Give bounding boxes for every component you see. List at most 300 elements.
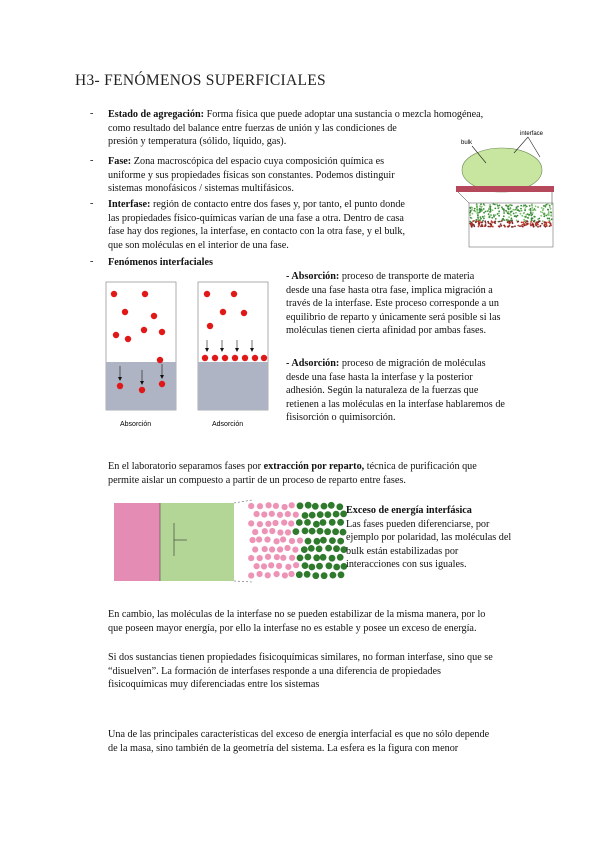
micro-particle: [469, 223, 471, 225]
micro-particle: [490, 206, 492, 208]
pink-molecule: [252, 546, 259, 553]
micro-particle: [469, 214, 471, 216]
micro-particle: [525, 214, 527, 216]
micro-particle: [547, 218, 549, 220]
pink-molecule: [261, 511, 268, 518]
micro-particle: [476, 207, 478, 209]
absorcion-text: [286, 270, 546, 338]
green-molecule: [337, 519, 344, 526]
micro-particle: [473, 225, 475, 227]
green-molecule: [304, 519, 311, 526]
bullet-marker: -: [90, 108, 94, 119]
molecule: [111, 291, 117, 297]
text-line: través de la interfase. Este proceso corresponde a un: [286, 298, 499, 310]
micro-particle: [521, 215, 523, 217]
green-molecule: [304, 571, 311, 578]
micro-particle: [532, 224, 534, 226]
pink-molecule: [273, 538, 280, 545]
text-line: Forma física que puede adoptar una sustancia o mezcla homogénea,: [204, 109, 484, 120]
micro-particle: [476, 221, 478, 223]
pink-molecule: [280, 536, 287, 543]
text-line: Zona macroscópica del espacio cuya composición química es: [131, 156, 385, 167]
text-line: sistemas monofásicos / sistemas multifásicos.: [108, 183, 294, 195]
text-line: moléculas tienen cierta afinidad por ambas fases.: [286, 325, 486, 337]
interface-label: interface: [520, 131, 544, 137]
pink-molecule: [273, 571, 280, 578]
pink-molecule: [257, 521, 264, 528]
micro-particle: [497, 205, 499, 207]
green-molecule: [328, 502, 335, 509]
green-molecule: [302, 512, 309, 519]
micro-particle: [485, 211, 487, 213]
text-line: En cambio, las moléculas de la interfase no se pueden estabilizar de la misma manera, por lo: [108, 609, 486, 620]
pink-molecule: [293, 562, 300, 569]
micro-particle: [481, 206, 483, 208]
micro-particle: [516, 206, 518, 208]
green-molecule: [302, 528, 309, 535]
micro-particle: [488, 208, 490, 210]
micro-particle: [533, 221, 535, 223]
micro-particle: [521, 210, 523, 212]
micro-particle: [490, 210, 492, 212]
pink-molecule: [249, 537, 256, 544]
micro-particle: [493, 216, 495, 218]
green-molecule: [305, 502, 312, 509]
pink-molecule: [253, 563, 260, 570]
micro-particle: [532, 217, 534, 219]
text-line: que poseen mayor energía, por ello la interfase no es estable y posee un exceso de energía.: [108, 622, 477, 634]
micro-particle: [543, 213, 545, 215]
pink-molecule: [289, 538, 296, 545]
term-absorcion: Absorción:: [291, 271, 340, 282]
green-molecule: [333, 545, 340, 552]
adsorbed-molecule: [232, 355, 238, 361]
green-molecule: [325, 545, 332, 552]
micro-particle: [490, 214, 492, 216]
drop-shape: [462, 148, 542, 192]
pink-molecule: [248, 572, 255, 579]
green-molecule: [296, 571, 303, 578]
bullet-marker: -: [90, 256, 94, 267]
pink-molecule: [285, 564, 292, 571]
item-fase: [108, 155, 448, 196]
text-line: que son moléculas en el interior de una fase.: [108, 239, 289, 251]
pink-molecule: [285, 529, 292, 536]
adsorbed-molecule: [242, 355, 248, 361]
micro-particle: [489, 226, 491, 228]
text-line: retienen a las moléculas en la interfase hablaremos de: [286, 398, 505, 410]
micro-particle: [475, 211, 477, 213]
micro-particle: [520, 205, 522, 207]
text-line: En el laboratorio separamos fases por: [108, 461, 264, 472]
micro-particle: [471, 226, 473, 228]
micro-particle: [481, 224, 483, 226]
micro-particle: [546, 204, 548, 206]
micro-particle: [495, 218, 497, 220]
micro-particle: [522, 221, 524, 223]
text-line: “disuelven”. La formación de interfases responde a una diferencia de propiedades: [108, 665, 441, 677]
micro-particle: [477, 215, 479, 217]
micro-particle: [540, 211, 542, 213]
micro-particle: [470, 211, 472, 213]
micro-particle: [489, 223, 491, 225]
pink-molecule: [276, 563, 283, 570]
micro-particle: [489, 216, 491, 218]
micro-particle: [488, 213, 490, 215]
exceso-title: Exceso de energía interfásica: [346, 505, 472, 516]
micro-particle: [529, 209, 531, 211]
text-line: técnica de purificación que: [364, 461, 477, 472]
green-molecule: [305, 554, 312, 561]
micro-particle: [535, 206, 537, 208]
pink-molecule: [272, 520, 279, 527]
micro-particle: [515, 212, 517, 214]
item-interfase: [108, 198, 458, 252]
liquid-absorcion: [106, 362, 176, 410]
micro-particle: [485, 222, 487, 224]
pink-molecule: [262, 528, 269, 535]
micro-particle: [527, 217, 529, 219]
label-adsorcion: Adsorción: [212, 421, 244, 428]
term-estado: Estado de agregación:: [108, 109, 205, 120]
term-fase: Fase:: [108, 156, 132, 167]
micro-particle: [521, 222, 523, 224]
micro-particle: [491, 217, 493, 219]
micro-particle: [479, 209, 481, 211]
exceso-text: [346, 504, 556, 572]
micro-particle: [546, 225, 548, 227]
micro-particle: [512, 209, 514, 211]
green-molecule: [317, 528, 324, 535]
pink-molecule: [265, 554, 272, 561]
pink-molecule: [273, 503, 280, 510]
micro-particle: [498, 215, 500, 217]
bulk-label: bulk: [461, 140, 473, 146]
micro-particle: [551, 218, 553, 220]
micro-particle: [495, 214, 497, 216]
green-molecule: [330, 572, 337, 579]
micro-particle: [550, 212, 552, 214]
green-molecule: [305, 538, 312, 545]
micro-particle: [531, 224, 533, 226]
green-molecule: [302, 562, 309, 569]
green-molecule: [316, 563, 323, 570]
pink-molecule: [264, 536, 271, 543]
pink-molecule: [268, 562, 275, 569]
text-line: adhesión. Según la naturaleza de la fuerzas que: [286, 385, 479, 397]
label-absorcion: Absorción: [120, 421, 152, 428]
micro-particle: [550, 215, 552, 217]
pink-molecule: [289, 555, 296, 562]
pink-molecule: [256, 536, 263, 543]
micro-particle: [509, 224, 511, 226]
green-molecule: [309, 528, 316, 535]
micro-particle: [532, 209, 534, 211]
micro-particle: [537, 224, 539, 226]
micro-particle: [538, 218, 540, 220]
molecule: [220, 309, 226, 315]
molecule: [204, 291, 210, 297]
pink-molecule: [293, 511, 300, 518]
micro-particle: [485, 224, 487, 226]
micro-particle: [474, 208, 476, 210]
micro-particle: [532, 212, 534, 214]
green-molecule: [309, 564, 316, 571]
micro-particle: [508, 211, 510, 213]
pink-molecule: [269, 546, 276, 553]
green-molecule: [329, 555, 336, 562]
micro-particle: [517, 215, 519, 217]
micro-particle: [502, 208, 504, 210]
green-molecule: [329, 537, 336, 544]
micro-particle: [476, 209, 478, 211]
pink-molecule: [280, 555, 287, 562]
term-adsorcion: Adsorción:: [291, 358, 340, 369]
micro-particle: [477, 212, 479, 214]
dash: -: [286, 271, 292, 282]
micro-particle: [511, 211, 513, 213]
micro-particle: [510, 215, 512, 217]
micro-particle: [476, 204, 478, 206]
pink-molecule: [288, 520, 295, 527]
micro-particle: [531, 214, 533, 216]
pink-molecule: [282, 572, 289, 579]
micro-particle: [524, 204, 526, 206]
interface-figure: [450, 125, 560, 250]
micro-particle: [548, 218, 550, 220]
micro-particle: [512, 222, 514, 224]
micro-particle: [547, 209, 549, 211]
micro-particle: [540, 225, 542, 227]
text-line: región de contacto entre dos fases y, por tanto, el punto donde: [150, 199, 405, 210]
green-molecule: [324, 528, 331, 535]
micro-particle: [537, 226, 539, 228]
green-molecule: [320, 537, 327, 544]
pink-molecule: [284, 545, 291, 552]
pink-molecule: [288, 502, 295, 509]
micro-particle: [480, 216, 482, 218]
green-molecule: [320, 519, 327, 526]
green-molecule: [297, 502, 304, 509]
green-molecule: [313, 554, 320, 561]
molecule: [241, 310, 247, 316]
micro-particle: [503, 212, 505, 214]
micro-particle: [531, 207, 533, 209]
micro-particle: [480, 218, 482, 220]
green-molecule: [313, 521, 320, 528]
pink-molecule: [288, 571, 295, 578]
micro-particle: [491, 222, 493, 224]
surface-bar: [456, 186, 554, 192]
micro-particle: [544, 205, 546, 207]
micro-particle: [545, 222, 547, 224]
micro-particle: [509, 222, 511, 224]
molecule: [157, 357, 163, 363]
text-line: fase hay dos regiones, la interfase, en contacto con la otra fase, y el bulk,: [108, 226, 406, 238]
micro-particle: [470, 217, 472, 219]
micro-particle: [499, 221, 501, 223]
pink-molecule: [274, 554, 281, 561]
micro-particle: [531, 219, 533, 221]
green-molecule: [296, 519, 303, 526]
micro-particle: [509, 208, 511, 210]
micro-particle: [514, 225, 516, 227]
micro-particle: [499, 205, 501, 207]
micro-particle: [549, 225, 551, 227]
text-line: de la masa, sino también de la geometría del sistema. La esfera es la figura con menor: [108, 742, 459, 754]
micro-particle: [471, 207, 473, 209]
micro-particle: [523, 212, 525, 214]
micro-particle: [540, 215, 542, 217]
green-molecule: [337, 538, 344, 545]
micro-particle: [500, 223, 502, 225]
micro-particle: [534, 216, 536, 218]
green-molecule: [337, 554, 344, 561]
paragraph-interfase-energy: [108, 608, 558, 635]
micro-particle: [523, 206, 525, 208]
micro-particle: [516, 220, 518, 222]
micro-particle: [549, 205, 551, 207]
pink-molecule: [277, 546, 284, 553]
micro-particle: [505, 210, 507, 212]
micro-particle: [479, 205, 481, 207]
molecule: [142, 291, 148, 297]
micro-particle: [549, 221, 551, 223]
green-molecule: [301, 546, 308, 553]
micro-particle: [469, 207, 471, 209]
molecule: [139, 387, 145, 393]
pink-molecule: [252, 529, 259, 536]
micro-particle: [548, 211, 550, 213]
micro-particle: [545, 215, 547, 217]
pink-molecule: [277, 512, 284, 519]
micro-particle: [503, 215, 505, 217]
pink-molecule: [285, 511, 292, 518]
micro-particle: [543, 216, 545, 218]
green-molecule: [329, 519, 336, 526]
micro-particle: [472, 213, 474, 215]
pink-molecule: [261, 563, 268, 570]
micro-particle: [503, 225, 505, 227]
pink-molecule: [292, 546, 299, 553]
green-molecule: [321, 503, 328, 510]
paragraph-disolucion: [108, 651, 558, 692]
micro-particle: [508, 216, 510, 218]
micro-particle: [488, 222, 490, 224]
micro-particle: [487, 210, 489, 212]
micro-particle: [511, 205, 513, 207]
term-fenomenos: Fenómenos interfaciales: [108, 257, 213, 268]
green-molecule: [333, 511, 340, 518]
micro-particle: [492, 226, 494, 228]
micro-particle: [494, 208, 496, 210]
micro-particle: [477, 217, 479, 219]
bullet-marker: -: [90, 198, 94, 209]
micro-particle: [538, 221, 540, 223]
zoom-line: [234, 500, 252, 503]
micro-particle: [484, 220, 486, 222]
micro-particle: [519, 225, 521, 227]
molecule: [122, 309, 128, 315]
text-line: fisisorción o quimisorción.: [286, 412, 396, 424]
pink-molecule: [281, 504, 288, 511]
micro-particle: [508, 213, 510, 215]
micro-particle: [480, 203, 482, 205]
liquid-adsorcion: [198, 362, 268, 410]
molecule: [113, 332, 119, 338]
molecule: [125, 336, 131, 342]
pink-molecule: [277, 529, 284, 536]
micro-particle: [483, 217, 485, 219]
micro-particle: [484, 204, 486, 206]
micro-particle: [520, 208, 522, 210]
micro-particle: [507, 206, 509, 208]
text-line: proceso de transporte de materia: [339, 271, 475, 282]
micro-particle: [517, 221, 519, 223]
green-molecule: [308, 545, 315, 552]
micro-particle: [519, 210, 521, 212]
text-line: como resultado del balance entre fuerzas de unión y las condiciones de: [108, 122, 397, 134]
micro-particle: [501, 206, 503, 208]
micro-particle: [492, 203, 494, 205]
pink-molecule: [257, 503, 264, 510]
interface-microstructure: [469, 203, 553, 247]
micro-particle: [481, 208, 483, 210]
text-line: equilibrio de reparto y únicamente será posible si las: [286, 311, 501, 323]
micro-particle: [505, 205, 507, 207]
lab-paragraph: [108, 460, 548, 487]
micro-particle: [541, 207, 543, 209]
item-fenomenos: [108, 256, 213, 270]
pink-molecule: [248, 503, 255, 510]
adsorcion-text: [286, 357, 546, 425]
green-molecule: [314, 538, 321, 545]
micro-particle: [520, 213, 522, 215]
text-line: Una de las principales características del exceso de energía interfacial es que no sólo depende: [108, 729, 490, 740]
green-molecule: [317, 511, 324, 518]
molecule: [151, 313, 157, 319]
micro-particle: [482, 225, 484, 227]
micro-particle: [481, 221, 483, 223]
molecule: [141, 327, 147, 333]
micro-particle: [542, 209, 544, 211]
micro-particle: [529, 205, 531, 207]
molecule: [159, 329, 165, 335]
pink-molecule: [269, 528, 276, 535]
text-line: interacciones con sus iguales.: [346, 559, 467, 571]
pink-molecule: [281, 519, 288, 526]
pink-molecule: [248, 555, 255, 562]
green-molecule: [332, 528, 339, 535]
green-molecule: [338, 571, 345, 578]
absorption-adsorption-figure: [98, 272, 278, 434]
micro-particle: [493, 214, 495, 216]
text-line: presión y temperatura (sólido, líquido, gas).: [108, 136, 287, 148]
micro-particle: [516, 208, 518, 210]
green-molecule: [333, 564, 340, 571]
micro-particle: [550, 208, 552, 210]
micro-particle: [482, 216, 484, 218]
micro-particle: [513, 213, 515, 215]
zoom-line: [234, 581, 252, 582]
micro-particle: [542, 220, 544, 222]
micro-particle: [534, 208, 536, 210]
green-molecule: [321, 572, 328, 579]
phase-figure: [112, 498, 348, 584]
micro-particle: [526, 220, 528, 222]
micro-particle: [526, 206, 528, 208]
text-line: uniforme y sus propiedades físicas son constantes. Podemos distinguir: [108, 169, 395, 181]
